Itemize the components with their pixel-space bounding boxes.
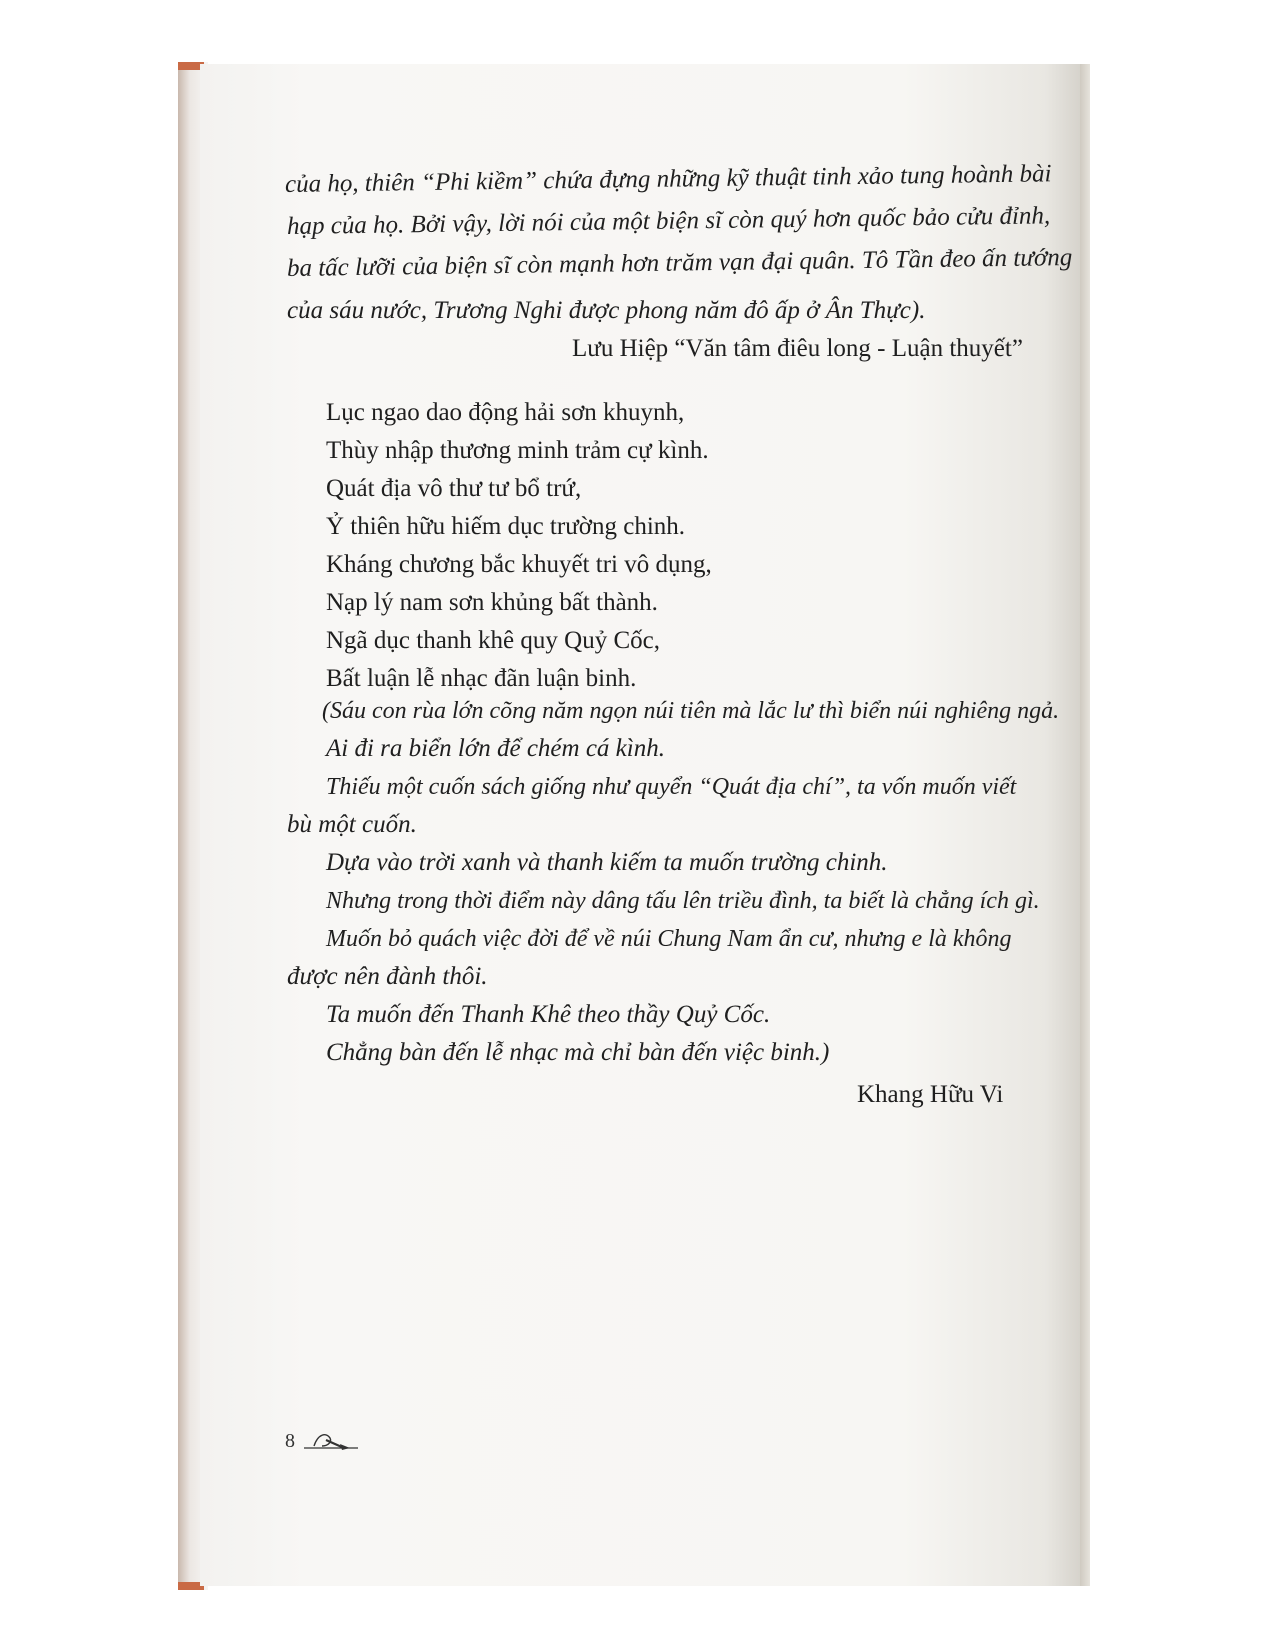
- translation-line: (Sáu con rùa lớn cõng năm ngọn núi tiên mà lắc lư thì biển núi nghiêng ngả.: [322, 698, 1060, 724]
- translation-line: Ta muốn đến Thanh Khê theo thầy Quỷ Cốc.: [326, 1001, 771, 1028]
- poem-line: Thùy nhập thương minh trảm cự kình.: [326, 437, 709, 464]
- intro-line: của sáu nước, Trương Nghi được phong năm đô ấp ở Ân Thực).: [287, 297, 926, 324]
- translation-line: Nhưng trong thời điểm này dâng tấu lên triều đình, ta biết là chẳng ích gì.: [326, 888, 1040, 914]
- intro-line: hạp của họ. Bởi vậy, lời nói của một biện sĩ còn quý hơn quốc bảo cửu đỉnh,: [286, 202, 1051, 240]
- poem-line: Ỷ thiên hữu hiếm dục trường chinh.: [326, 513, 686, 540]
- brush-pen-icon: [300, 1424, 362, 1454]
- translation-line: Chẳng bàn đến lễ nhạc mà chỉ bàn đến việc binh.): [326, 1039, 830, 1066]
- translation-line: Thiếu một cuốn sách giống như quyển “Quát địa chí”, ta vốn muốn viết: [326, 774, 1017, 800]
- translation-line: Muốn bỏ quách việc đời để về núi Chung Nam ẩn cư, nhưng e là không: [326, 926, 1012, 952]
- poem-line: Ngã dục thanh khê quy Quỷ Cốc,: [326, 627, 660, 654]
- poem-line: Bất luận lễ nhạc đãn luận binh.: [326, 665, 637, 692]
- poem-line: Lục ngao dao động hải sơn khuynh,: [326, 399, 685, 426]
- translation-line: được nên đành thôi.: [287, 963, 488, 990]
- attribution-khang-huu-vi: Khang Hữu Vi: [857, 1081, 1004, 1108]
- intro-line: của họ, thiên “Phi kiềm” chứa đựng những kỹ thuật tinh xảo tung hoành bài: [284, 160, 1052, 198]
- translation-line: Ai đi ra biển lớn để chém cá kình.: [326, 735, 665, 762]
- attribution-luu-hiep: Lưu Hiệp “Văn tâm điêu long - Luận thuyết”: [572, 335, 1023, 362]
- poem-line: Kháng chương bắc khuyết tri vô dụng,: [326, 551, 712, 578]
- page-number: 8: [285, 1430, 295, 1452]
- translation-line: Dựa vào trời xanh và thanh kiếm ta muốn trường chinh.: [326, 849, 888, 876]
- intro-line: ba tấc lưỡi của biện sĩ còn mạnh hơn trăm vạn đại quân. Tô Tần đeo ấn tướng: [286, 244, 1073, 282]
- poem-line: Nạp lý nam sơn khủng bất thành.: [326, 589, 658, 616]
- translation-line: bù một cuốn.: [287, 811, 417, 838]
- poem-line: Quát địa vô thư tư bổ trứ,: [326, 475, 582, 502]
